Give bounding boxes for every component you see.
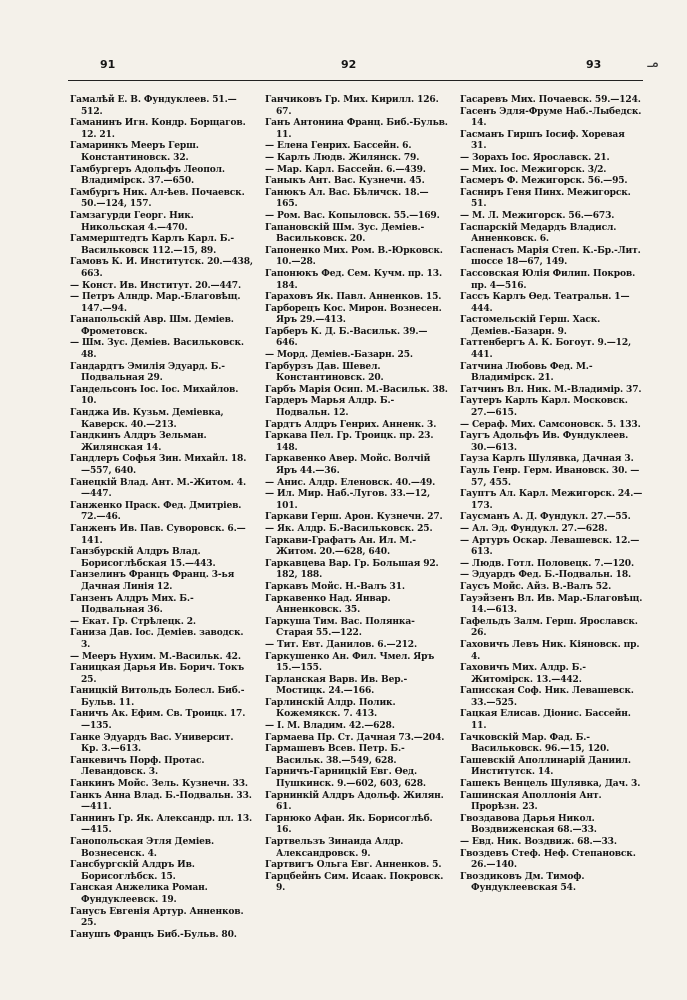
directory-entry: Гасманъ Гиршъ Іосиф. Хоревая 31. (460, 128, 625, 152)
directory-entry: Гамбургеръ Адольфъ Леопол. Владимірск. 37.—650. (70, 163, 225, 187)
directory-entry: Гасмеръ Ф. Межигорск. 56.—95. (460, 175, 628, 187)
directory-entry: Гамзагурди Георг. Ник. Никольская 4.—470. (70, 209, 194, 233)
directory-entry: Гаписская Соф. Ник. Левашевск. 33.—525. (460, 685, 634, 708)
header-rule (68, 80, 643, 81)
directory-entry: Гарбъ Марія Осип. М.-Васильк. 38. (265, 383, 448, 395)
columns (70, 94, 643, 940)
center-page-number: 92 (341, 58, 357, 71)
directory-entry: Гашекъ Венцель Шулявка, Дач. 3. (460, 778, 641, 790)
directory-entry: Гаусъ Мойс. Айз. В.-Валъ 52. (460, 580, 612, 592)
directory-entry: Гаркуша Тим. Вас. Полянка-Старая 55.—122. (265, 615, 415, 639)
directory-entry: Ганопольская Этля Деміев. Вознесенск. 4. (70, 836, 214, 859)
directory-entry: Гарланская Варв. Ив. Вер.-Мостицк. 24.—166. (265, 673, 408, 697)
directory-entry: Гаугъ Адольфъ Ив. Фундуклеев. 30.—613. (460, 430, 629, 453)
directory-entry: — Морд. Деміев.-Базарн. 25. (265, 349, 413, 361)
directory-entry: Ганецкій Влад. Ант. М.-Житом. 4.—447. (70, 476, 246, 500)
directory-entry: Гардтъ Алдръ Генрих. Анненк. 3. (265, 418, 437, 430)
directory-entry: Гармаева Пр. Ст. Дачная 73.—204. (265, 731, 445, 743)
directory-entry: Ганичъ Ак. Ефим. Св. Троицк. 17.—135. (70, 708, 246, 732)
directory-entry: Гарничъ-Гарницкій Евг. Ѳед. Пушкинск. 9.—602, 603, 628. (265, 766, 426, 790)
directory-entry: Ганке Эдуардъ Вас. Университ. Кр. 3.—613. (70, 731, 234, 755)
directory-entry: — І. М. Владим. 42.—628. (265, 720, 395, 732)
directory-entry: Гаутеръ Карлъ Карл. Московск. 27.—615. (460, 395, 628, 419)
directory-entry: — Ил. Мир. Наб.-Лугов. 33.—12, 101. (265, 488, 430, 511)
directory-entry: Гаусманъ А. Д. Фундукл. 27.—55. (460, 511, 631, 523)
directory-entry: Ганженко Праск. Фед. Дмитріев. 72.—46. (70, 499, 242, 523)
directory-entry: — Тит. Евт. Данилов. 6.—212. (265, 638, 417, 650)
directory-entry: Ганушъ Францъ Биб.-Бульв. 80. (70, 928, 237, 940)
directory-entry: Гарбурзъ Дав. Шевел. Константиновск. 20. (265, 360, 384, 384)
directory-entry: — Ал. Эд. Фундукл. 27.—628. (460, 522, 608, 534)
directory-entry: Гаманинъ Игн. Кондр. Борщагов. 12. 21. (70, 117, 246, 140)
directory-entry: — Мар. Карл. Бассейн. 6.—439. (265, 163, 426, 175)
directory-entry: Ганзелинъ Францъ Франц. 3-ья Дачная Линія 12. (70, 569, 235, 592)
directory-entry: Гаспенасъ Марія Степ. К.-Бр.-Лит. шоссе 18—67, 149. (460, 244, 641, 268)
directory-entry: Гасниръ Геня Пинх. Межигорск. 51. (460, 186, 631, 210)
directory-entry: Ганджа Ив. Кузьм. Деміевка, Каверск. 40.—213. (70, 407, 224, 430)
directory-entry: Ганыкъ Ант. Вас. Кузнечн. 45. (265, 175, 425, 187)
directory-entry: — Карлъ Людв. Жилянск. 79. (265, 151, 420, 163)
directory-entry: Ганчиковъ Гр. Мих. Кирилл. 126. 67. (265, 94, 439, 117)
directory-entry: — Як. Алдр. Б.-Васильковск. 25. (265, 522, 433, 534)
directory-entry: Ганнинъ Гр. Як. Александр. пл. 13.—415. (70, 812, 253, 836)
directory-entry: Гауль Генр. Герм. Ивановск. 30. —57, 455. (460, 465, 640, 488)
directory-entry: Гапоненко Мих. Ром. В.-Юрковск. 10.—28. (265, 244, 443, 268)
directory-entry: — Сераф. Мих. Самсоновск. 5. 133. (460, 418, 641, 430)
directory-entry: Гастомельскій Герш. Хаск. Деміев.-Базарн. 9. (460, 314, 601, 337)
directory-entry: — Мееръ Нухим. М.-Васильк. 42. (70, 650, 241, 662)
directory-entry: Гассъ Карлъ Ѳед. Театральн. 1—444. (460, 291, 630, 314)
directory-entry: Гауэйзенъ Вл. Ив. Мар.-Благовѣщ. 14.—613. (460, 592, 643, 616)
directory-entry: Ганиза Дав. Іос. Деміев. заводск. 3. (70, 627, 244, 650)
directory-entry: Гараховъ Як. Павл. Анненков. 15. (265, 291, 442, 303)
directory-entry: Гаркавцева Вар. Гр. Большая 92. 182, 188. (265, 557, 439, 581)
column-2 (265, 94, 448, 940)
directory-entry: — Елена Генрих. Бассейн. 6. (265, 140, 412, 152)
directory-entry: — Шм. Зус. Деміев. Васильковск. 48. (70, 337, 244, 361)
directory-entry: Гарцбейнъ Сим. Исаак. Покровск. 9. (265, 870, 444, 894)
directory-entry: — Людв. Готл. Половецк. 7.—120. (460, 557, 634, 569)
directory-entry: Гаркушенко Ан. Фил. Чмел. Яръ 15.—155. (265, 650, 435, 674)
directory-entry: — Мих. Іос. Межигорск. 3/2. (460, 163, 607, 175)
page-header (66, 58, 643, 76)
directory-entry: Гафельдъ Залм. Герш. Ярославск. 26. (460, 615, 638, 639)
directory-entry: Гамалѣй Е. В. Фундуклеев. 51.—512. (70, 94, 237, 117)
directory-entry: — Артуръ Оскар. Левашевск. 12.—613. (460, 534, 640, 558)
directory-entry: — Анис. Алдр. Еленовск. 40.—49. (265, 476, 436, 488)
directory-entry: Ганкъ Анна Влад. Б.-Подвальн. 33.—411. (70, 789, 252, 813)
directory-entry: Ганкевичъ Порф. Протас. Левандовск. 3. (70, 754, 205, 778)
directory-entry: Гарнинкій Алдръ Адольф. Жилян. 61. (265, 789, 444, 813)
directory-entry: Гандельсонъ Іос. Іос. Михайлов. 10. (70, 383, 239, 407)
directory-entry: Гвоздевъ Стеф. Неф. Степановск. 26.—140. (460, 847, 636, 871)
directory-entry: Гацкая Елисав. Діонис. Бассейн. 11. (460, 708, 631, 732)
directory-entry: Гандардтъ Эмилія Эдуард. Б.-Подвальная 29. (70, 360, 225, 384)
directory-entry: Гарнюко Афан. Як. Борисоглѣб. 16. (265, 812, 433, 836)
directory-entry: Ганюкъ Ал. Вас. Бѣличск. 18.—165. (265, 186, 429, 210)
directory-entry: — Ром. Вас. Копыловск. 55.—169. (265, 209, 440, 221)
directory-entry: Гассовская Юлія Филип. Покров. пр. 4—516. (460, 267, 636, 291)
directory-entry: Гарборецъ Кос. Мирон. Вознесен. Яръ 29.—413. (265, 302, 442, 326)
right-page-number: 93 (586, 58, 602, 71)
directory-entry: Гаспарскій Медардъ Владисл. Анненковск. 6. (460, 221, 617, 245)
directory-entry: Ганзбурскій Алдръ Влад. Борисоглѣбская 15.—443. (70, 546, 216, 569)
directory-entry: Гачковскій Мар. Фад. Б.-Васильковск. 96.—15, 120. (460, 731, 610, 755)
directory-entry: Ганицкая Дарья Ив. Борич. Токъ 25. (70, 662, 245, 685)
directory-entry: Гаркави-Графатъ Ан. Ил. М.-Житом. 20.—628, 640. (265, 534, 416, 558)
directory-entry: Гаркави Герш. Арон. Кузнечн. 27. (265, 511, 443, 523)
corner-mark: مـ (647, 55, 659, 71)
directory-entry: Ганусъ Евгенія Артур. Анненков. 25. (70, 905, 244, 929)
directory-entry: — Петръ Алндр. Мар.-Благовѣщ. 147.—94. (70, 291, 241, 314)
directory-entry: Гвоздавова Дарья Никол. Воздвиженская 68.—33. (460, 812, 597, 836)
directory-entry: — Конст. Ив. Институт. 20.—447. (70, 279, 241, 291)
directory-entry: Гатчинъ Вл. Ник. М.-Владимір. 37. (460, 383, 642, 395)
directory-entry: Ганская Анжелика Роман. Фундуклеевск. 19. (70, 882, 208, 905)
directory-entry: Ганицкій Витольдъ Болесл. Биб.-Бульв. 11. (70, 685, 245, 708)
directory-entry: Гаховичъ Мих. Алдр. Б.-Житомірск. 13.—442. (460, 662, 586, 685)
directory-entry: — Зорахъ Іос. Ярославск. 21. (460, 151, 610, 163)
directory-entry: Гапановскій Шм. Зус. Деміев.-Васильковск. 20. (265, 221, 425, 245)
directory-entry: Гашевскій Аполлинарій Даниил. Институтск. 14. (460, 754, 631, 778)
directory-entry: Гауза Карлъ Шулявка, Дачная 3. (460, 453, 634, 465)
directory-entry: Гартвельзъ Зинаида Алдр. Александровск. 9. (265, 836, 404, 859)
directory-entry: Гамбургъ Ник. Ал-ѣев. Почаевск. 50.—124, 157. (70, 186, 245, 210)
directory-entry: Гандкинъ Алдръ Зельман. Жилянская 14. (70, 430, 207, 453)
directory-entry: Гартвигъ Ольга Евг. Анненков. 5. (265, 859, 442, 871)
directory-entry: Ганкинъ Мойс. Зель. Кузнечн. 33. (70, 778, 248, 790)
column-3 (460, 94, 643, 940)
directory-entry: — Евд. Ник. Воздвиж. 68.—33. (460, 836, 617, 847)
directory-entry: Гаркавъ Мойс. Н.-Валъ 31. (265, 580, 405, 592)
directory-entry: Гаркавенко Авер. Мойс. Волчій Яръ 44.—36. (265, 453, 431, 476)
directory-entry: Гарлинскій Алдр. Полик. Кожемякск. 7. 413. (265, 696, 396, 720)
directory-entry: Гасенъ Эдля-Фруме Наб.-Лыбедск. 14. (460, 105, 642, 129)
directory-entry: Гасаревъ Мих. Почаевск. 59.—124. (460, 94, 641, 105)
directory-entry: Гармашевъ Всев. Петр. Б.-Васильк. 38.—549, 628. (265, 743, 405, 766)
directory-entry: Гапонюкъ Фед. Сем. Кучм. пр. 13. 184. (265, 267, 442, 291)
directory-entry: Гамаринкъ Мееръ Герш. Константиновск. 32. (70, 140, 199, 163)
directory-entry: Гандлеръ Софья Зин. Михайл. 18.—557, 640. (70, 453, 247, 476)
directory-entry: Гаркавенко Над. Январ. Анненковск. 35. (265, 592, 391, 616)
directory-entry: Ганапольскій Авр. Шм. Деміев. Фрометовск. (70, 314, 234, 337)
directory-entry: — М. Л. Межигорск. 56.—673. (460, 209, 615, 221)
directory-entry: Гарберъ К. Д. Б.-Васильк. 39.—646. (265, 325, 428, 349)
directory-entry: Гаркава Пел. Гр. Троицк. пр. 23. 148. (265, 430, 434, 453)
directory-entry: Гауптъ Ал. Карл. Межигорск. 24.—173. (460, 488, 643, 511)
directory-entry: Гансбургскій Алдръ Ив. Борисоглѣбск. 15. (70, 859, 195, 882)
column-1 (70, 94, 253, 940)
directory-entry: Ганженъ Ив. Пав. Суворовск. 6.—141. (70, 522, 246, 546)
directory-entry: — Екат. Гр. Стрѣлецк. 2. (70, 615, 196, 627)
directory-entry: Ганъ Антонина Франц. Биб.-Бульв. 11. (265, 117, 448, 140)
directory-entry: Гамовъ К. И. Институтск. 20.—438, 663. (70, 256, 253, 279)
directory-entry: Ганзенъ Алдръ Мих. Б.-Подвальная 36. (70, 592, 194, 616)
directory-entry: Гашинская Аполлонія Ант. Прорѣзн. 23. (460, 789, 602, 813)
directory-entry: Гаттенбергъ А. К. Богоут. 9.—12, 441. (460, 337, 632, 361)
directory-entry: Гвоздиковъ Дм. Тимоф. Фундуклеевская 54. (460, 870, 585, 894)
directory-entry: Гатчина Любовь Фед. М.-Владимірск. 21. (460, 360, 593, 384)
directory-entry: — Эдуардъ Фед. Б.-Подвальн. 18. (460, 569, 632, 581)
directory-entry: Гаммерштедтъ Карлъ Карл. Б.-Васильковск 112.—15, 89. (70, 233, 234, 256)
left-page-number: 91 (100, 58, 116, 71)
directory-entry: Гардеръ Марья Алдр. Б.-Подвальн. 12. (265, 395, 395, 419)
directory-entry: Гаховичъ Левъ Ник. Кіяновск. пр. 4. (460, 638, 640, 662)
